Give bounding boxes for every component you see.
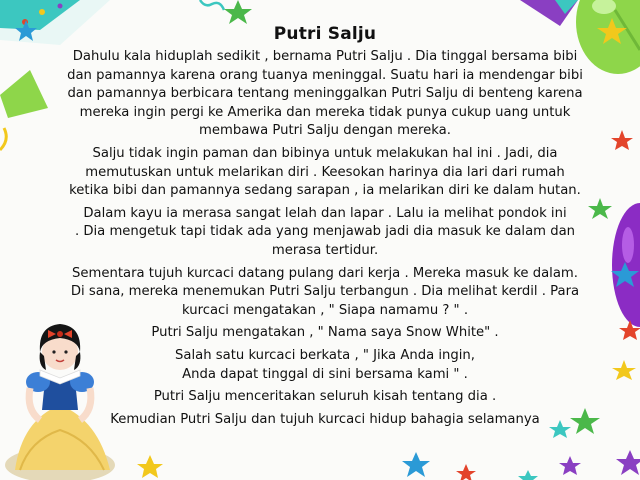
hat-icon <box>520 0 578 26</box>
paragraph-line: dan pamannya karena orang tuanya meninggal. Suatu hari ia mendengar bibi <box>67 67 583 83</box>
paragraph-line: Salju tidak ingin paman dan bibinya untuk melakukan hal ini . Jadi, dia <box>92 145 558 161</box>
paragraph-line: merasa tertidur. <box>271 242 379 258</box>
paragraph-line: Putri Salju mengatakan , " Nama saya Snow White" . <box>151 325 499 341</box>
story-paragraph <box>40 265 610 321</box>
paragraph-line: . Dia mengetuk tapi tidak ada yang menjawab jadi dia masuk ke dalam dan <box>74 224 576 240</box>
story-container <box>40 24 610 433</box>
story-paragraph <box>40 388 610 407</box>
paragraph-line: Salah satu kurcaci berkata , " Jika Anda ingin, <box>175 347 475 363</box>
paragraph-line: Dalam kayu ia merasa sangat lelah dan lapar . Lalu ia melihat pondok ini <box>83 205 567 221</box>
story-paragraph <box>40 347 610 384</box>
story-paragraph <box>40 145 610 201</box>
star-icon <box>559 450 640 475</box>
story-paragraph <box>40 411 610 430</box>
paragraph-line: memutuskan untuk melarikan diri . Keesokan harinya dia lari dari rumah <box>85 164 565 180</box>
paragraph-line: Putri Salju menceritakan seluruh kisah tentang dia . <box>153 389 497 405</box>
paragraph-line: membawa Putri Salju dengan mereka. <box>199 123 451 139</box>
paragraph-line: ketika bibi dan pamannya sedang sarapan , ia melarikan diri ke dalam hutan. <box>69 183 581 199</box>
story-paragraph <box>40 205 610 261</box>
paragraph-line: Sementara tujuh kurcaci datang pulang dari kerja . Mereka masuk ke dalam. <box>72 265 578 281</box>
story-paragraph <box>40 48 610 141</box>
paragraph-line: Dahulu kala hiduplah sedikit , bernama Putri Salju . Dia tinggal bersama bibi <box>72 49 578 64</box>
paragraph-line: mereka ingin pergi ke Amerika dan mereka tidak punya cukup uang untuk <box>79 104 571 120</box>
paragraph-line: Kemudian Putri Salju dan tujuh kurcaci hidup bahagia selamanya <box>110 411 540 427</box>
story-title: Putri Salju <box>273 24 377 44</box>
paragraph-line: Di sana, mereka menemukan Putri Salju terbangun . Dia melihat kerdil . Para <box>70 284 580 300</box>
story-paragraph <box>40 324 610 343</box>
paragraph-line: kurcaci mengatakan , " Siapa namamu ? " . <box>181 302 469 318</box>
paragraph-line: Anda dapat tinggal di sini bersama kami " . <box>182 366 468 382</box>
paragraph-line: dan pamannya berbicara tentang meninggalkan Putri Salju di benteng karena <box>67 86 583 102</box>
